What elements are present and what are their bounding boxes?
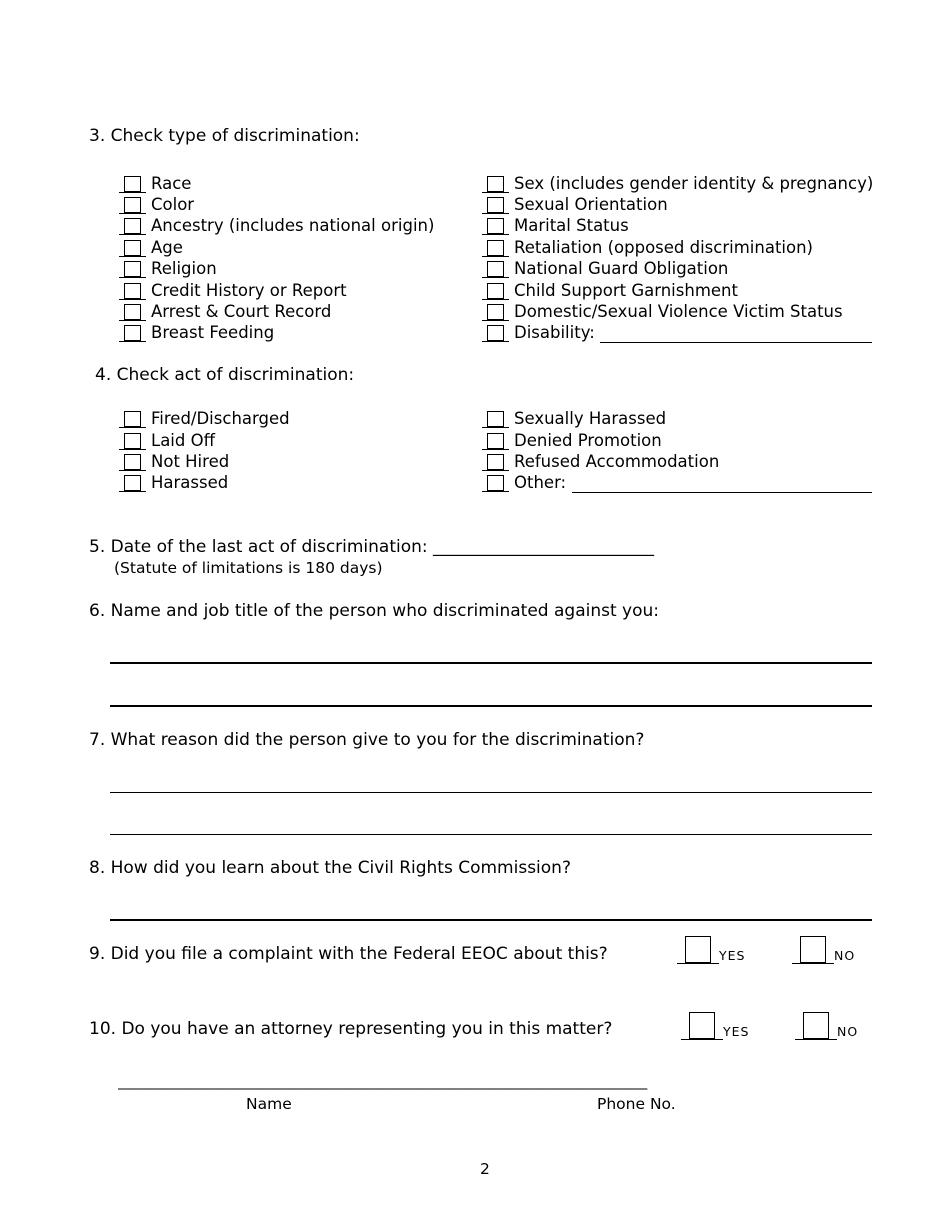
q9-no-label: NO bbox=[834, 948, 856, 963]
q9-yes-option[interactable] bbox=[677, 936, 745, 963]
q10-yes-label: YES bbox=[723, 1024, 750, 1039]
checkbox-retaliation[interactable] bbox=[487, 237, 813, 258]
option-label: Sexually Harassed bbox=[514, 409, 667, 428]
checkbox-sexually-harassed[interactable] bbox=[487, 408, 666, 429]
option-label: Disability: bbox=[514, 323, 595, 342]
option-label: Refused Accommodation bbox=[514, 452, 720, 471]
option-label: Denied Promotion bbox=[514, 431, 662, 450]
checkbox-box[interactable] bbox=[124, 304, 141, 320]
checkbox-box[interactable] bbox=[124, 176, 141, 192]
q10-label: 10. Do you have an attorney representing you in this matter? bbox=[89, 1019, 613, 1039]
q10-yes-checkbox[interactable] bbox=[689, 1012, 715, 1039]
checkbox-color[interactable] bbox=[124, 194, 194, 215]
q5-note: (Statute of limitations is 180 days) bbox=[114, 559, 383, 577]
checkbox-box[interactable] bbox=[487, 176, 504, 192]
checkbox-box[interactable] bbox=[487, 325, 504, 341]
q8-answer-line[interactable] bbox=[110, 919, 872, 921]
checkbox-box[interactable] bbox=[124, 325, 141, 341]
option-label: Sexual Orientation bbox=[514, 195, 668, 214]
q6-label: 6. Name and job title of the person who discriminated against you: bbox=[89, 601, 660, 621]
option-label: Religion bbox=[151, 259, 217, 278]
checkbox-ancestry[interactable] bbox=[124, 215, 434, 236]
other-input-line[interactable] bbox=[572, 492, 872, 493]
checkbox-box[interactable] bbox=[487, 454, 504, 470]
q9-yes-checkbox[interactable] bbox=[685, 936, 711, 963]
q7-label: 7. What reason did the person give to you for the discrimination? bbox=[89, 730, 645, 750]
q10-no-checkbox[interactable] bbox=[803, 1012, 829, 1039]
q9-no-checkbox[interactable] bbox=[800, 936, 826, 963]
option-label: Harassed bbox=[151, 473, 229, 492]
checkbox-arrest-record[interactable] bbox=[124, 301, 331, 322]
checkbox-national-guard[interactable] bbox=[487, 258, 728, 279]
checkbox-box[interactable] bbox=[124, 454, 141, 470]
checkbox-age[interactable] bbox=[124, 237, 183, 258]
q7-answer-line-1[interactable] bbox=[110, 792, 872, 793]
checkbox-not-hired[interactable] bbox=[124, 451, 229, 472]
q9-yes-label: YES bbox=[719, 948, 746, 963]
checkbox-box[interactable] bbox=[124, 433, 141, 449]
checkbox-box[interactable] bbox=[124, 218, 141, 234]
checkbox-child-support[interactable] bbox=[487, 280, 738, 301]
option-label: Fired/Discharged bbox=[151, 409, 290, 428]
checkbox-religion[interactable] bbox=[124, 258, 217, 279]
checkbox-disability[interactable] bbox=[487, 322, 595, 343]
signature-line[interactable]: _________________________________________________________________________ bbox=[118, 1074, 648, 1090]
q10-yes-option[interactable] bbox=[681, 1012, 749, 1039]
checkbox-sexual-orientation[interactable] bbox=[487, 194, 668, 215]
checkbox-denied-promotion[interactable] bbox=[487, 430, 662, 451]
checkbox-box[interactable] bbox=[124, 411, 141, 427]
option-label: Sex (includes gender identity & pregnancy) bbox=[514, 174, 874, 193]
phone-label: Phone No. bbox=[597, 1095, 676, 1113]
checkbox-fired[interactable] bbox=[124, 408, 290, 429]
q10-no-option[interactable] bbox=[795, 1012, 858, 1039]
checkbox-refused-accommodation[interactable] bbox=[487, 451, 719, 472]
checkbox-box[interactable] bbox=[487, 240, 504, 256]
q5-label: 5. Date of the last act of discrimination: __________________________ bbox=[89, 537, 655, 557]
checkbox-box[interactable] bbox=[487, 218, 504, 234]
checkbox-box[interactable] bbox=[124, 240, 141, 256]
option-label: Retaliation (opposed discrimination) bbox=[514, 238, 813, 257]
checkbox-box[interactable] bbox=[487, 261, 504, 277]
checkbox-box[interactable] bbox=[124, 475, 141, 491]
checkbox-box[interactable] bbox=[487, 197, 504, 213]
q9-no-option[interactable] bbox=[792, 936, 855, 963]
q4-label: 4. Check act of discrimination: bbox=[95, 365, 355, 385]
checkbox-breast-feeding[interactable] bbox=[124, 322, 274, 343]
option-label: Arrest & Court Record bbox=[151, 302, 332, 321]
option-label: Domestic/Sexual Violence Victim Status bbox=[514, 302, 843, 321]
checkbox-box[interactable] bbox=[487, 283, 504, 299]
q3-label: 3. Check type of discrimination: bbox=[89, 126, 360, 146]
name-label: Name bbox=[246, 1095, 292, 1113]
checkbox-box[interactable] bbox=[124, 283, 141, 299]
checkbox-marital-status[interactable] bbox=[487, 215, 629, 236]
option-label: National Guard Obligation bbox=[514, 259, 729, 278]
q10-no-label: NO bbox=[837, 1024, 859, 1039]
q9-label: 9. Did you file a complaint with the Federal EEOC about this? bbox=[89, 944, 608, 964]
checkbox-laid-off[interactable] bbox=[124, 430, 215, 451]
option-label: Age bbox=[151, 238, 183, 257]
checkbox-box[interactable] bbox=[487, 475, 504, 491]
q8-label: 8. How did you learn about the Civil Rights Commission? bbox=[89, 858, 571, 878]
checkbox-box[interactable] bbox=[124, 197, 141, 213]
checkbox-other[interactable] bbox=[487, 472, 566, 493]
checkbox-box[interactable] bbox=[487, 304, 504, 320]
option-label: Breast Feeding bbox=[151, 323, 275, 342]
option-label: Laid Off bbox=[151, 431, 215, 450]
option-label: Credit History or Report bbox=[151, 281, 347, 300]
q7-answer-line-2[interactable] bbox=[110, 834, 872, 835]
checkbox-box[interactable] bbox=[487, 411, 504, 427]
page-number: 2 bbox=[480, 1160, 490, 1178]
option-label: Not Hired bbox=[151, 452, 230, 471]
option-label: Marital Status bbox=[514, 216, 629, 235]
option-label: Color bbox=[151, 195, 195, 214]
q6-answer-line-2[interactable] bbox=[110, 705, 872, 707]
q6-answer-line-1[interactable] bbox=[110, 662, 872, 664]
option-label: Ancestry (includes national origin) bbox=[151, 216, 435, 235]
checkbox-box[interactable] bbox=[487, 433, 504, 449]
option-label: Child Support Garnishment bbox=[514, 281, 738, 300]
option-label: Other: bbox=[514, 473, 567, 492]
checkbox-domestic-violence[interactable] bbox=[487, 301, 843, 322]
checkbox-credit-history[interactable] bbox=[124, 280, 347, 301]
checkbox-race[interactable] bbox=[124, 173, 191, 194]
checkbox-harassed[interactable] bbox=[124, 472, 228, 493]
checkbox-sex[interactable] bbox=[487, 173, 873, 194]
checkbox-box[interactable] bbox=[124, 261, 141, 277]
option-label: Race bbox=[151, 174, 192, 193]
disability-input-line[interactable] bbox=[600, 342, 872, 343]
